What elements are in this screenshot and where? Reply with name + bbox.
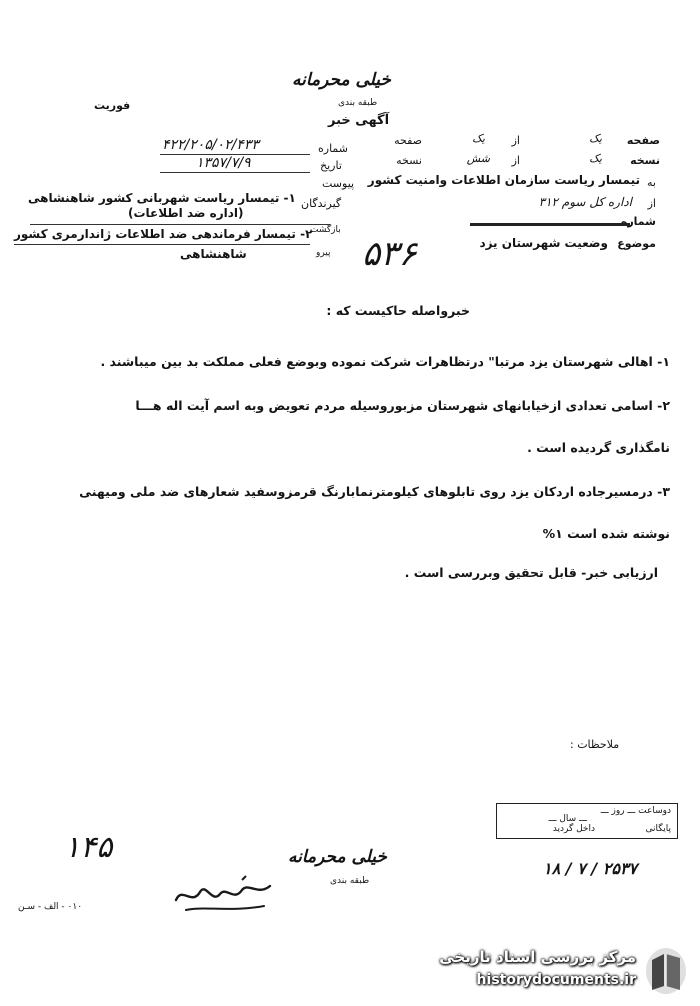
date-underline — [160, 172, 310, 173]
recipient-2-sub: شاهنشاهی — [180, 247, 247, 261]
stamp-line-4: داخل گردید — [552, 824, 595, 834]
item-1: ۱- اهالی شهرستان یزد مرتبا" درتظاهرات شرکت نموده وبوضع فعلی مملکت بد بین میباشند . — [100, 354, 670, 369]
document-type: آگهی خبر — [328, 113, 390, 128]
subject-label: موضوع — [617, 237, 656, 250]
copy-total: شش — [466, 152, 490, 165]
notes-label: ملاحظات : — [570, 738, 620, 751]
stamp-line-2: ـــ سال ـــ — [548, 814, 587, 824]
item-3-line-1: ۳- درمسیرجاده اردکان یزد روی تابلوهای کیلومترنمابارنگ قرمزوسفید شعارهای ضد ملی ومیهنی — [79, 484, 670, 499]
copy-to-label: بازگشت — [310, 225, 341, 235]
recipient-2-underline — [14, 244, 310, 245]
bottom-date: ۲۵۳۷ / ۷ / ۱۸ — [543, 859, 638, 878]
recipients-underline — [30, 224, 330, 225]
from-prefix: از — [647, 197, 656, 210]
watermark-logo — [412, 944, 692, 1000]
watermark-title: مرکز بررسی اسناد تاریخی — [439, 948, 636, 966]
to-recipient: تیمسار ریاست سازمان اطلاعات وامنیت کشور — [367, 173, 640, 187]
priority-label: فوریت — [94, 99, 131, 112]
date-label: تاریخ — [320, 159, 342, 172]
page-of: از — [511, 134, 520, 147]
handwritten-number: ۵۳۶ — [362, 234, 417, 274]
number-label: شماره — [318, 142, 349, 155]
classification-title: خیلی محرمانه — [292, 70, 391, 90]
watermark-url[interactable]: historydocuments.ir — [476, 972, 636, 988]
form-code: ۰۱۰ - الف - سـن — [18, 902, 83, 912]
copy-of: از — [511, 154, 520, 167]
redaction-bar — [470, 223, 630, 226]
subject-value: وضعیت شهرستان یزد — [479, 236, 608, 250]
recipient-2: ۲- تیمسار فرماندهی ضد اطلاعات ژاندارمری کشور — [14, 227, 313, 241]
classification-caption: طبقه بندی — [338, 98, 378, 108]
ref-prefix: شماره — [620, 215, 656, 228]
copy-label: نسخه — [630, 154, 660, 167]
signature — [172, 872, 276, 916]
page-value: یک — [589, 132, 602, 145]
book-icon — [644, 946, 688, 996]
stamp-line-3: پایگانی — [645, 824, 671, 834]
handwritten-left-number: ۱۴۵ — [64, 830, 113, 865]
item-3-line-2: نوشته شده است ۱% — [542, 526, 670, 541]
assessment: ارزیابی خبر- قابل تحقیق وبررسی است . — [404, 565, 658, 580]
from-value: اداره کل سوم ۳۱۲ — [538, 195, 632, 209]
to-prefix: به — [647, 176, 656, 189]
bottom-classification-caption: طبقه بندی — [330, 876, 370, 886]
item-2-line-2: نامگذاری گردیده است . — [527, 440, 670, 455]
copy-value: یک — [589, 152, 602, 165]
number-value: ۴۲۲/۲۰۵/۰۲/۴۳۳ — [162, 137, 259, 153]
date-value: ۱۳۵۷/۷/۹ — [196, 155, 251, 171]
recipients-label: گیرندگان — [301, 197, 342, 210]
receipt-stamp — [496, 803, 678, 839]
recipient-1-sub: (اداره ضد اطلاعات) — [128, 206, 244, 220]
stamp-line-1: دوساعت ـــ روز ـــ — [600, 806, 671, 816]
intro-text: خبرواصله حاکیست که : — [326, 303, 470, 318]
followup-label: پیرو — [316, 248, 331, 258]
bottom-classification: خیلی محرمانه — [288, 847, 387, 867]
page-label-2: صفحه — [394, 134, 422, 147]
page-total: یک — [472, 132, 485, 145]
attachment-label: پیوست — [322, 177, 355, 190]
item-2-line-1: ۲- اسامی تعدادی ازخیابانهای شهرستان مزبوروسیله مردم تعویض وبه اسم آیت اله هـــا — [135, 398, 670, 413]
recipient-1: ۱- تیمسار ریاست شهربانی کشور شاهنشاهی — [28, 191, 296, 205]
page-label: صفحه — [626, 134, 660, 147]
copy-label-2: نسخه — [396, 154, 422, 167]
